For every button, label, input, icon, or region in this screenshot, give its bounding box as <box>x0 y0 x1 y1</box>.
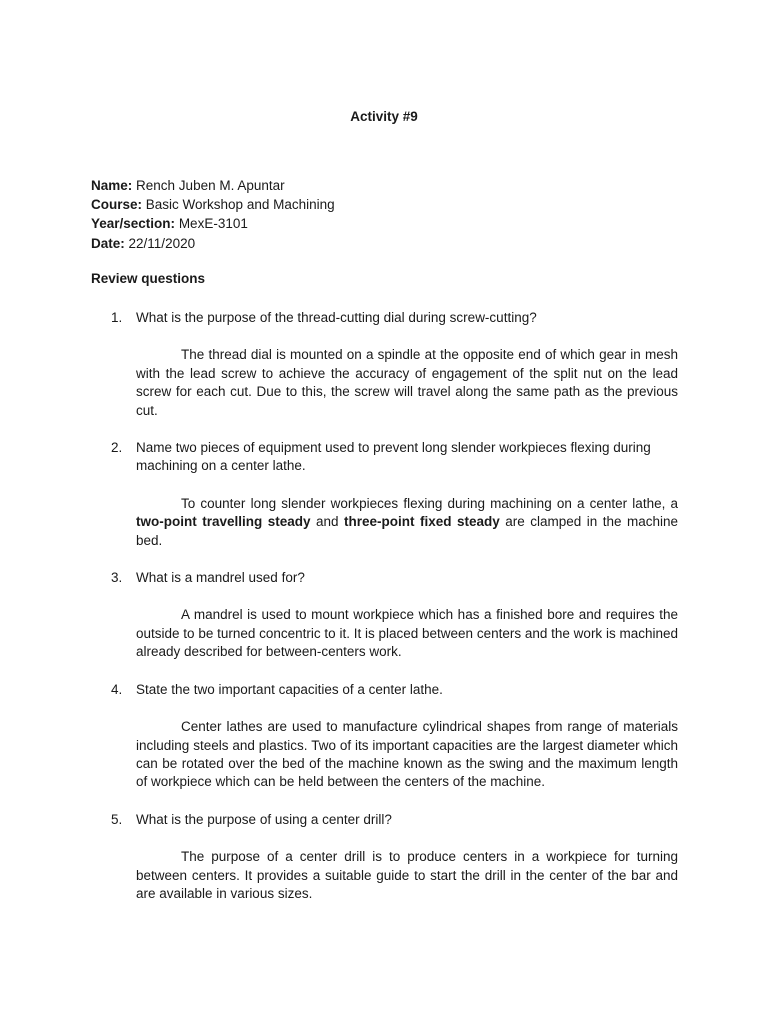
name-line <box>91 176 335 195</box>
document-title: Activity #9 <box>350 109 418 124</box>
question-text: Name two pieces of equipment used to prevent long slender workpieces flexing during machining on a center lathe. <box>136 440 651 474</box>
answer-emphasis-travelling-steady: two-point travelling steady <box>136 514 311 530</box>
answer-text <box>136 495 678 550</box>
name-value: Rench Juben M. Apuntar <box>136 178 285 193</box>
question-text: What is the purpose of the thread-cutting dial during screw-cutting? <box>136 310 537 325</box>
question-number: 3. <box>111 570 123 586</box>
question-number: 2. <box>111 440 123 456</box>
answer-part: To counter long slender workpieces flexing during machining on a center lathe, a <box>181 495 678 511</box>
question-item-4 <box>91 681 678 792</box>
course-line <box>91 195 335 214</box>
course-label: Course: <box>91 197 143 213</box>
question-text: What is the purpose of using a center drill? <box>136 811 392 827</box>
course-value: Basic Workshop and Machining <box>145 197 335 213</box>
section-heading: Review questions <box>91 271 206 286</box>
question-number: 5. <box>111 811 123 827</box>
answer-emphasis-fixed-steady: three-point fixed steady <box>343 514 500 530</box>
question-item-5 <box>91 811 678 904</box>
question-item-3 <box>91 569 678 662</box>
student-info <box>91 176 335 253</box>
question-number: 4. <box>111 681 123 697</box>
answer-text: The thread dial is mounted on a spindle at the opposite end of which gear in mesh with the lead screw to achieve the accuracy of engagement of the split nut on the lead screw for each cut. Due to this, the screw will travel along the same path as the previous cut. <box>136 347 678 418</box>
answer-part: are clamped in the machine bed. <box>136 514 678 548</box>
question-item-2 <box>91 439 678 550</box>
year-section-line <box>91 214 335 233</box>
answer-text: A mandrel is used to mount workpiece which has a finished bore and requires the outside to be turned concentric to it. It is placed between centers and the work is machined already described for between-centers work. <box>136 607 678 660</box>
question-text: What is a mandrel used for? <box>136 570 305 586</box>
year-section-value: MexE-3101 <box>178 216 248 232</box>
date-label: Date: <box>91 235 125 251</box>
date-line <box>91 234 335 253</box>
question-number: 1. <box>111 310 123 325</box>
question-text: State the two important capacities of a center lathe. <box>136 681 443 697</box>
question-item-1 <box>91 309 678 420</box>
name-label: Name: <box>91 178 133 193</box>
year-section-label: Year/section: <box>91 216 176 232</box>
date-value: 22/11/2020 <box>128 235 196 251</box>
question-list <box>91 309 678 903</box>
answer-part: and <box>310 514 344 530</box>
answer-text: The purpose of a center drill is to produce centers in a workpiece for turning between centers. It provides a suitable guide to start the drill in the center of the bar and are available in various sizes. <box>136 849 678 901</box>
answer-text: Center lathes are used to manufacture cylindrical shapes from range of materials including steels and plastics. Two of its important capacities are the largest diameter which can be rotated over the bed of the machine known as the swing and the maximum length of workpiece which can be held between the centers of the machine. <box>136 719 678 790</box>
